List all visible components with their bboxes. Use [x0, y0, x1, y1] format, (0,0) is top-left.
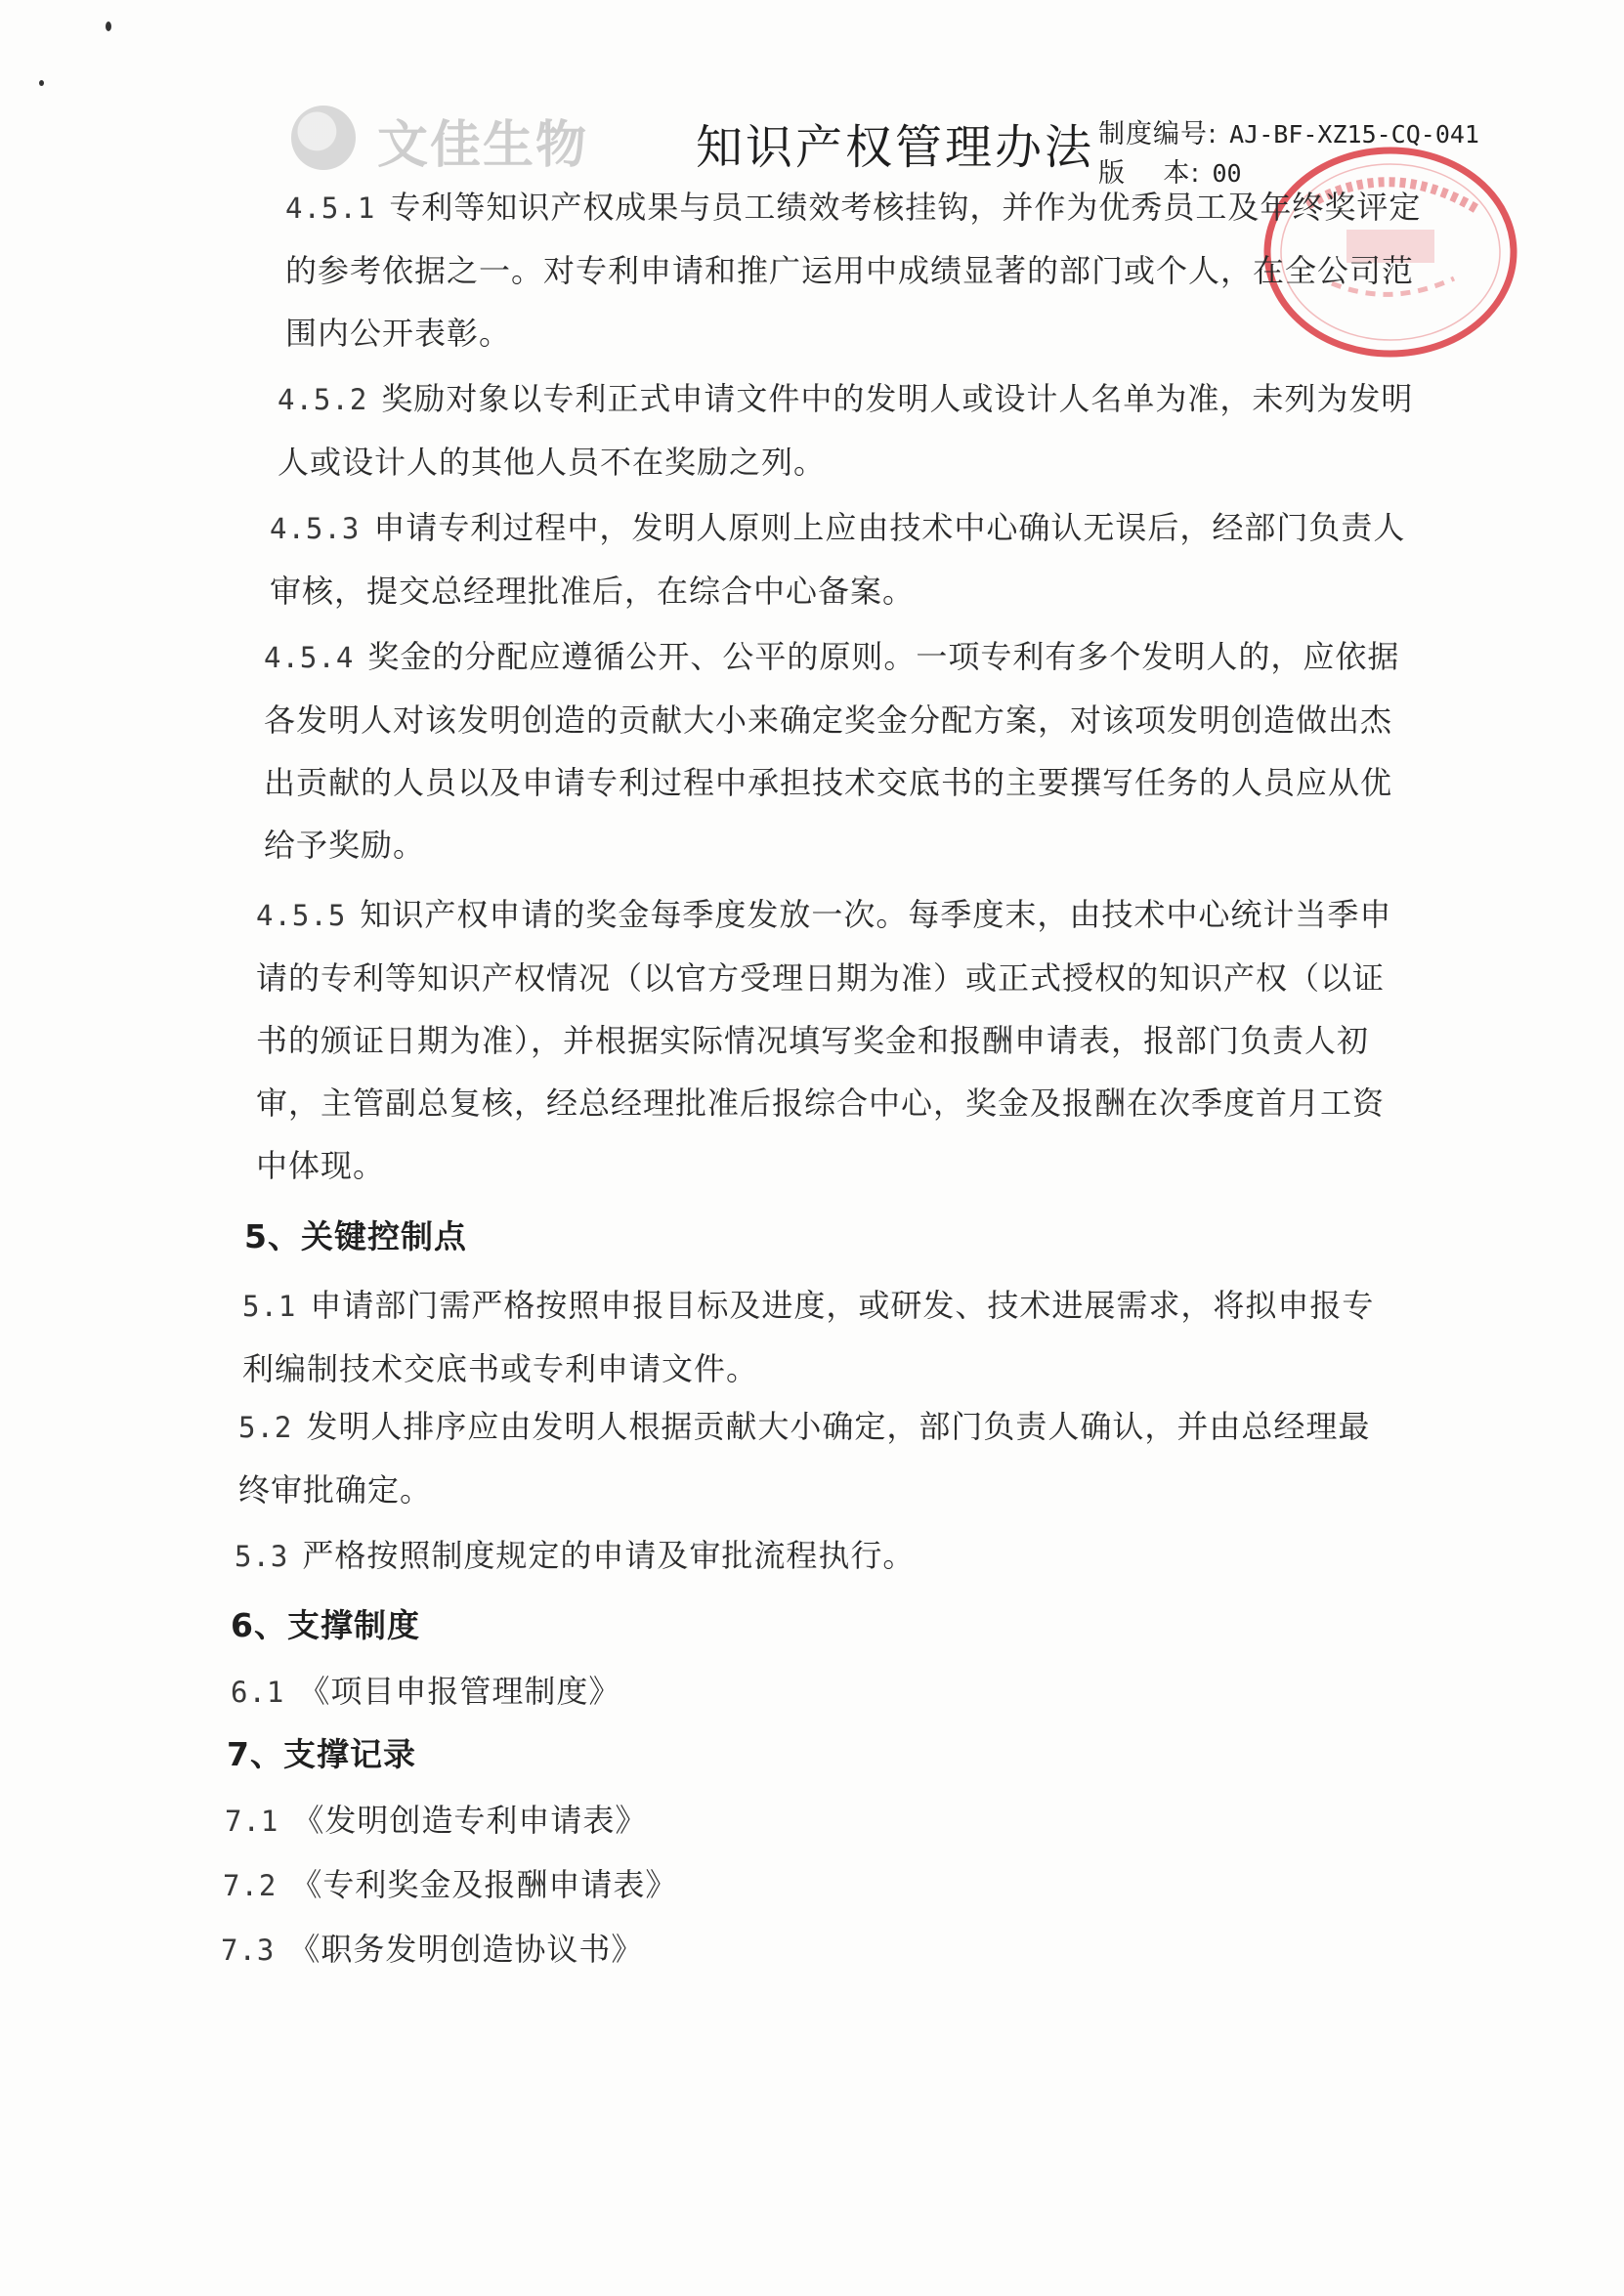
version-label: 版 本:	[1098, 158, 1201, 189]
item-text: 《发明创造专利申请表》	[292, 1802, 648, 1839]
section-5-heading: 5、关键控制点	[244, 1217, 467, 1255]
clause-text: 专利等知识产权成果与员工绩效考核挂钩，并作为优秀员工及年终奖评定	[389, 189, 1422, 226]
clause-5-1	[242, 1274, 1374, 1400]
clause-text: 奖金的分配应遵循公开、公平的原则。一项专利有多个发明人的，应依据	[367, 638, 1400, 675]
clause-line: 审核，提交总经理批准后，在综合中心备案。	[270, 573, 916, 610]
clause-line: 请的专利等知识产权情况（以官方受理日期为准）或正式授权的知识产权（以证	[256, 959, 1386, 997]
item-number: 7.1	[225, 1805, 279, 1838]
clause-number: 4.5.1	[285, 191, 376, 225]
clause-4-5-3	[270, 496, 1405, 622]
clause-5-3	[235, 1524, 915, 1588]
scan-speck	[39, 80, 44, 86]
clause-line: 各发明人对该发明创造的贡献大小来确定奖金分配方案，对该项发明创造做出杰	[264, 702, 1393, 739]
item-text: 《专利奖金及报酬申请表》	[290, 1866, 678, 1903]
item-text: 《职务发明创造协议书》	[288, 1931, 644, 1968]
clause-line: 围内公开表彰。	[285, 315, 512, 352]
clause-4-5-2	[278, 367, 1413, 493]
item-number: 7.3	[221, 1934, 276, 1967]
clause-line	[235, 1524, 915, 1588]
item-number: 6.1	[231, 1676, 285, 1709]
clause-line: 中体现。	[256, 1147, 386, 1184]
company-logo	[291, 98, 614, 176]
clause-number: 4.5.4	[264, 641, 355, 674]
clause-4-5-4	[264, 625, 1399, 876]
code-label: 制度编号:	[1098, 119, 1218, 149]
clause-text: 知识产权申请的奖金每季度发放一次。每季度末，由技术中心统计当季申	[360, 896, 1392, 933]
clause-line: 人或设计人的其他人员不在奖励之列。	[278, 444, 827, 481]
clause-line: 的参考依据之一。对专利申请和推广运用中成绩显著的部门或个人，在全公司范	[285, 252, 1415, 289]
clause-line	[256, 883, 1391, 947]
clause-line	[285, 176, 1421, 239]
clause-text: 严格按照制度规定的申请及审批流程执行。	[302, 1537, 916, 1574]
clause-number: 4.5.2	[278, 383, 368, 416]
clause-4-5-5	[256, 883, 1391, 1197]
clause-text: 申请专利过程中，发明人原则上应由技术中心确认无误后，经部门负责人	[373, 509, 1406, 546]
clause-number: 5.3	[235, 1540, 289, 1573]
section-7-heading: 7、支撑记录	[227, 1735, 416, 1773]
clause-line	[264, 625, 1399, 689]
clause-line: 出贡献的人员以及申请专利过程中承担技术交底书的主要撰写任务的人员应从优	[264, 764, 1393, 801]
code-value: AJ-BF-XZ15-CQ-041	[1229, 120, 1479, 149]
clause-line	[242, 1274, 1374, 1338]
clause-text: 发明人排序应由发明人根据贡献大小确定，部门负责人确认，并由总经理最	[306, 1408, 1371, 1445]
item-text: 《项目申报管理制度》	[298, 1673, 621, 1710]
clause-line	[270, 496, 1405, 560]
item-7-2	[223, 1860, 677, 1905]
item-number: 7.2	[223, 1869, 278, 1902]
item-7-3	[221, 1925, 643, 1970]
item-6-1	[231, 1667, 620, 1712]
clause-line: 给予奖励。	[264, 827, 426, 864]
logo-mark-icon	[291, 106, 356, 170]
clause-line	[238, 1395, 1370, 1459]
scan-speck	[106, 21, 111, 31]
clause-text: 申请部门需严格按照申报目标及进度，或研发、技术进展需求，将拟申报专	[310, 1287, 1375, 1324]
clause-line: 终审批确定。	[238, 1471, 433, 1509]
clause-line	[278, 367, 1413, 431]
clause-number: 4.5.5	[256, 899, 347, 932]
version-value: 00	[1212, 159, 1242, 188]
clause-number: 5.1	[242, 1290, 297, 1323]
clause-5-2	[238, 1395, 1370, 1521]
clause-line: 书的颁证日期为准），并根据实际情况填写奖金和报酬申请表，报部门负责人初	[256, 1022, 1370, 1059]
clause-4-5-1	[285, 176, 1421, 364]
section-6-heading: 6、支撑制度	[231, 1606, 420, 1644]
clause-text: 奖励对象以专利正式申请文件中的发明人或设计人名单为准，未列为发明	[381, 380, 1414, 417]
item-7-1	[225, 1796, 647, 1841]
document-title: 知识产权管理办法	[696, 120, 1095, 175]
clause-line: 审，主管副总复核，经总经理批准后报综合中心，奖金及报酬在次季度首月工资	[256, 1084, 1386, 1122]
clause-number: 5.2	[238, 1411, 293, 1444]
clause-line: 利编制技术交底书或专利申请文件。	[242, 1350, 759, 1387]
clause-number: 4.5.3	[270, 512, 361, 545]
logo-text: 文佳生物	[377, 116, 589, 175]
